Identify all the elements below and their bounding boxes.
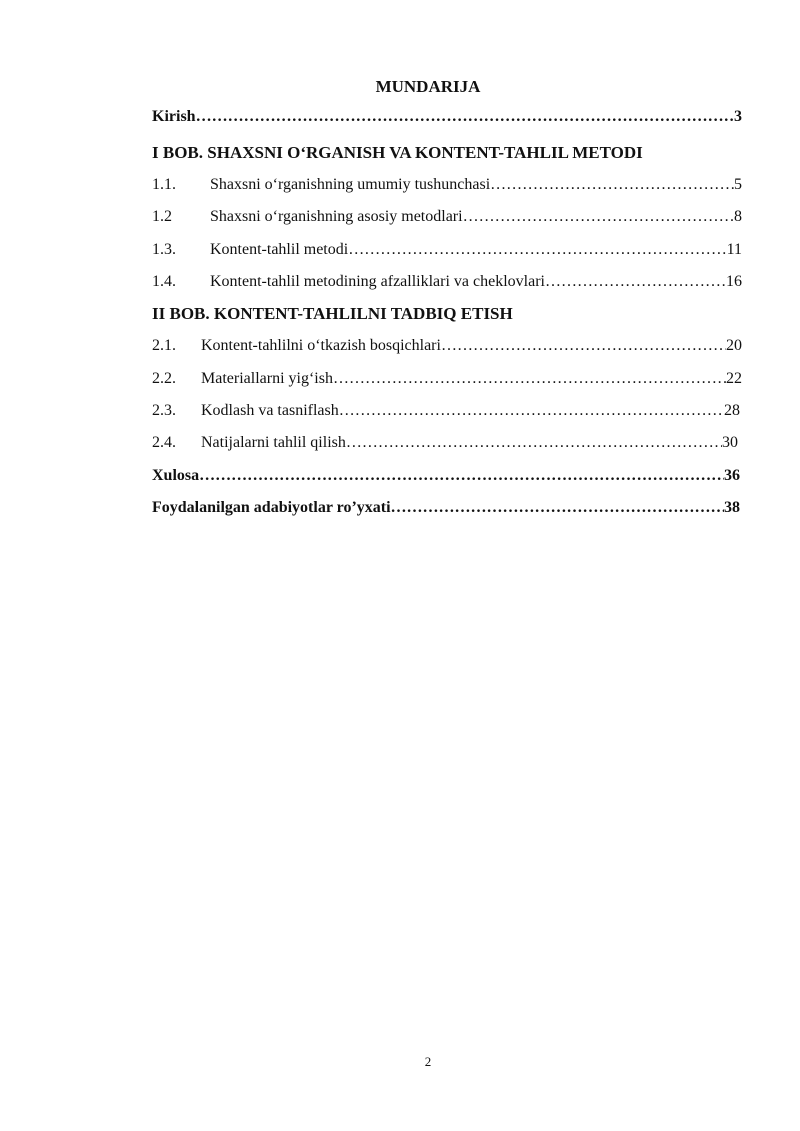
page-title: MUNDARIJA <box>375 77 481 96</box>
toc-entry-kirish[interactable] <box>152 108 742 126</box>
toc-entry-page: 22 <box>726 370 742 387</box>
toc-leader-dots <box>196 108 734 126</box>
toc-leader-dots <box>333 370 726 388</box>
page-number: 2 <box>424 1054 432 1069</box>
toc-entry-2-1[interactable] <box>152 337 742 355</box>
toc-entry-1-4[interactable] <box>152 273 742 291</box>
toc-chapter-2[interactable] <box>152 304 742 324</box>
toc-entry-number: 1.1. <box>152 176 176 193</box>
toc-leader-dots <box>339 402 724 420</box>
toc-chapter-title: II BOB. KONTENT-TAHLILNI TADBIQ ETISH <box>152 304 513 323</box>
toc-entry-number: 1.2 <box>152 208 172 225</box>
toc-leader-dots <box>441 337 726 355</box>
toc-entry-title: Kirish <box>152 108 196 125</box>
toc-entry-2-4[interactable] <box>152 434 738 452</box>
toc-entry-number: 2.4. <box>152 434 176 451</box>
toc-entry-1-3[interactable] <box>152 241 742 259</box>
toc-entry-title: Kodlash va tasniflash <box>201 402 339 419</box>
toc-entry-page: 38 <box>724 499 740 516</box>
toc-entry-page: 16 <box>726 273 742 290</box>
toc-entry-adabiyotlar[interactable] <box>152 499 740 517</box>
toc-entry-page: 30 <box>722 434 738 451</box>
toc-leader-dots <box>463 208 734 226</box>
toc-leader-dots <box>348 241 726 259</box>
toc-entry-page: 11 <box>726 241 742 258</box>
toc-entry-page: 5 <box>734 176 742 193</box>
toc-entry-title: Kontent-tahlilni o‘tkazish bosqichlari <box>201 337 441 354</box>
toc-entry-title: Materiallarni yig‘ish <box>201 370 333 387</box>
toc-entry-number: 2.2. <box>152 370 176 387</box>
toc-entry-page: 20 <box>726 337 742 354</box>
toc-entry-number: 1.4. <box>152 273 176 290</box>
toc-entry-1-2[interactable] <box>152 208 742 226</box>
toc-entry-page: 8 <box>734 208 742 225</box>
toc-entry-page: 3 <box>734 108 742 125</box>
toc-leader-dots <box>391 499 724 517</box>
toc-entry-number: 2.3. <box>152 402 176 419</box>
toc-entry-number: 2.1. <box>152 337 176 354</box>
toc-chapter-title: I BOB. SHAXSNI O‘RGANISH VA KONTENT-TAHLIL METODI <box>152 143 643 162</box>
toc-entry-title: Foydalanilgan adabiyotlar ro’yxati <box>152 499 391 516</box>
toc-entry-page: 36 <box>724 467 740 484</box>
toc-entry-title: Kontent-tahlil metodining afzalliklari va cheklovlari <box>210 273 545 290</box>
toc-entry-title: Shaxsni o‘rganishning asosiy metodlari <box>210 208 463 225</box>
toc-chapter-1[interactable] <box>152 143 742 163</box>
toc-entry-2-2[interactable] <box>152 370 742 388</box>
toc-entry-title: Shaxsni o‘rganishning umumiy tushunchasi <box>210 176 491 193</box>
toc-entry-title: Natijalarni tahlil qilish <box>201 434 346 451</box>
toc-entry-number: 1.3. <box>152 241 176 258</box>
toc-leader-dots <box>346 434 722 452</box>
toc-leader-dots <box>199 467 724 485</box>
toc-entry-page: 28 <box>724 402 740 419</box>
toc-entry-2-3[interactable] <box>152 402 740 420</box>
toc-leader-dots <box>545 273 726 291</box>
toc-entry-title: Xulosa <box>152 467 200 484</box>
toc-leader-dots <box>490 176 734 194</box>
toc-entry-title: Kontent-tahlil metodi <box>210 241 349 258</box>
toc-entry-xulosa[interactable] <box>152 467 740 485</box>
toc-entry-1-1[interactable] <box>152 176 742 194</box>
